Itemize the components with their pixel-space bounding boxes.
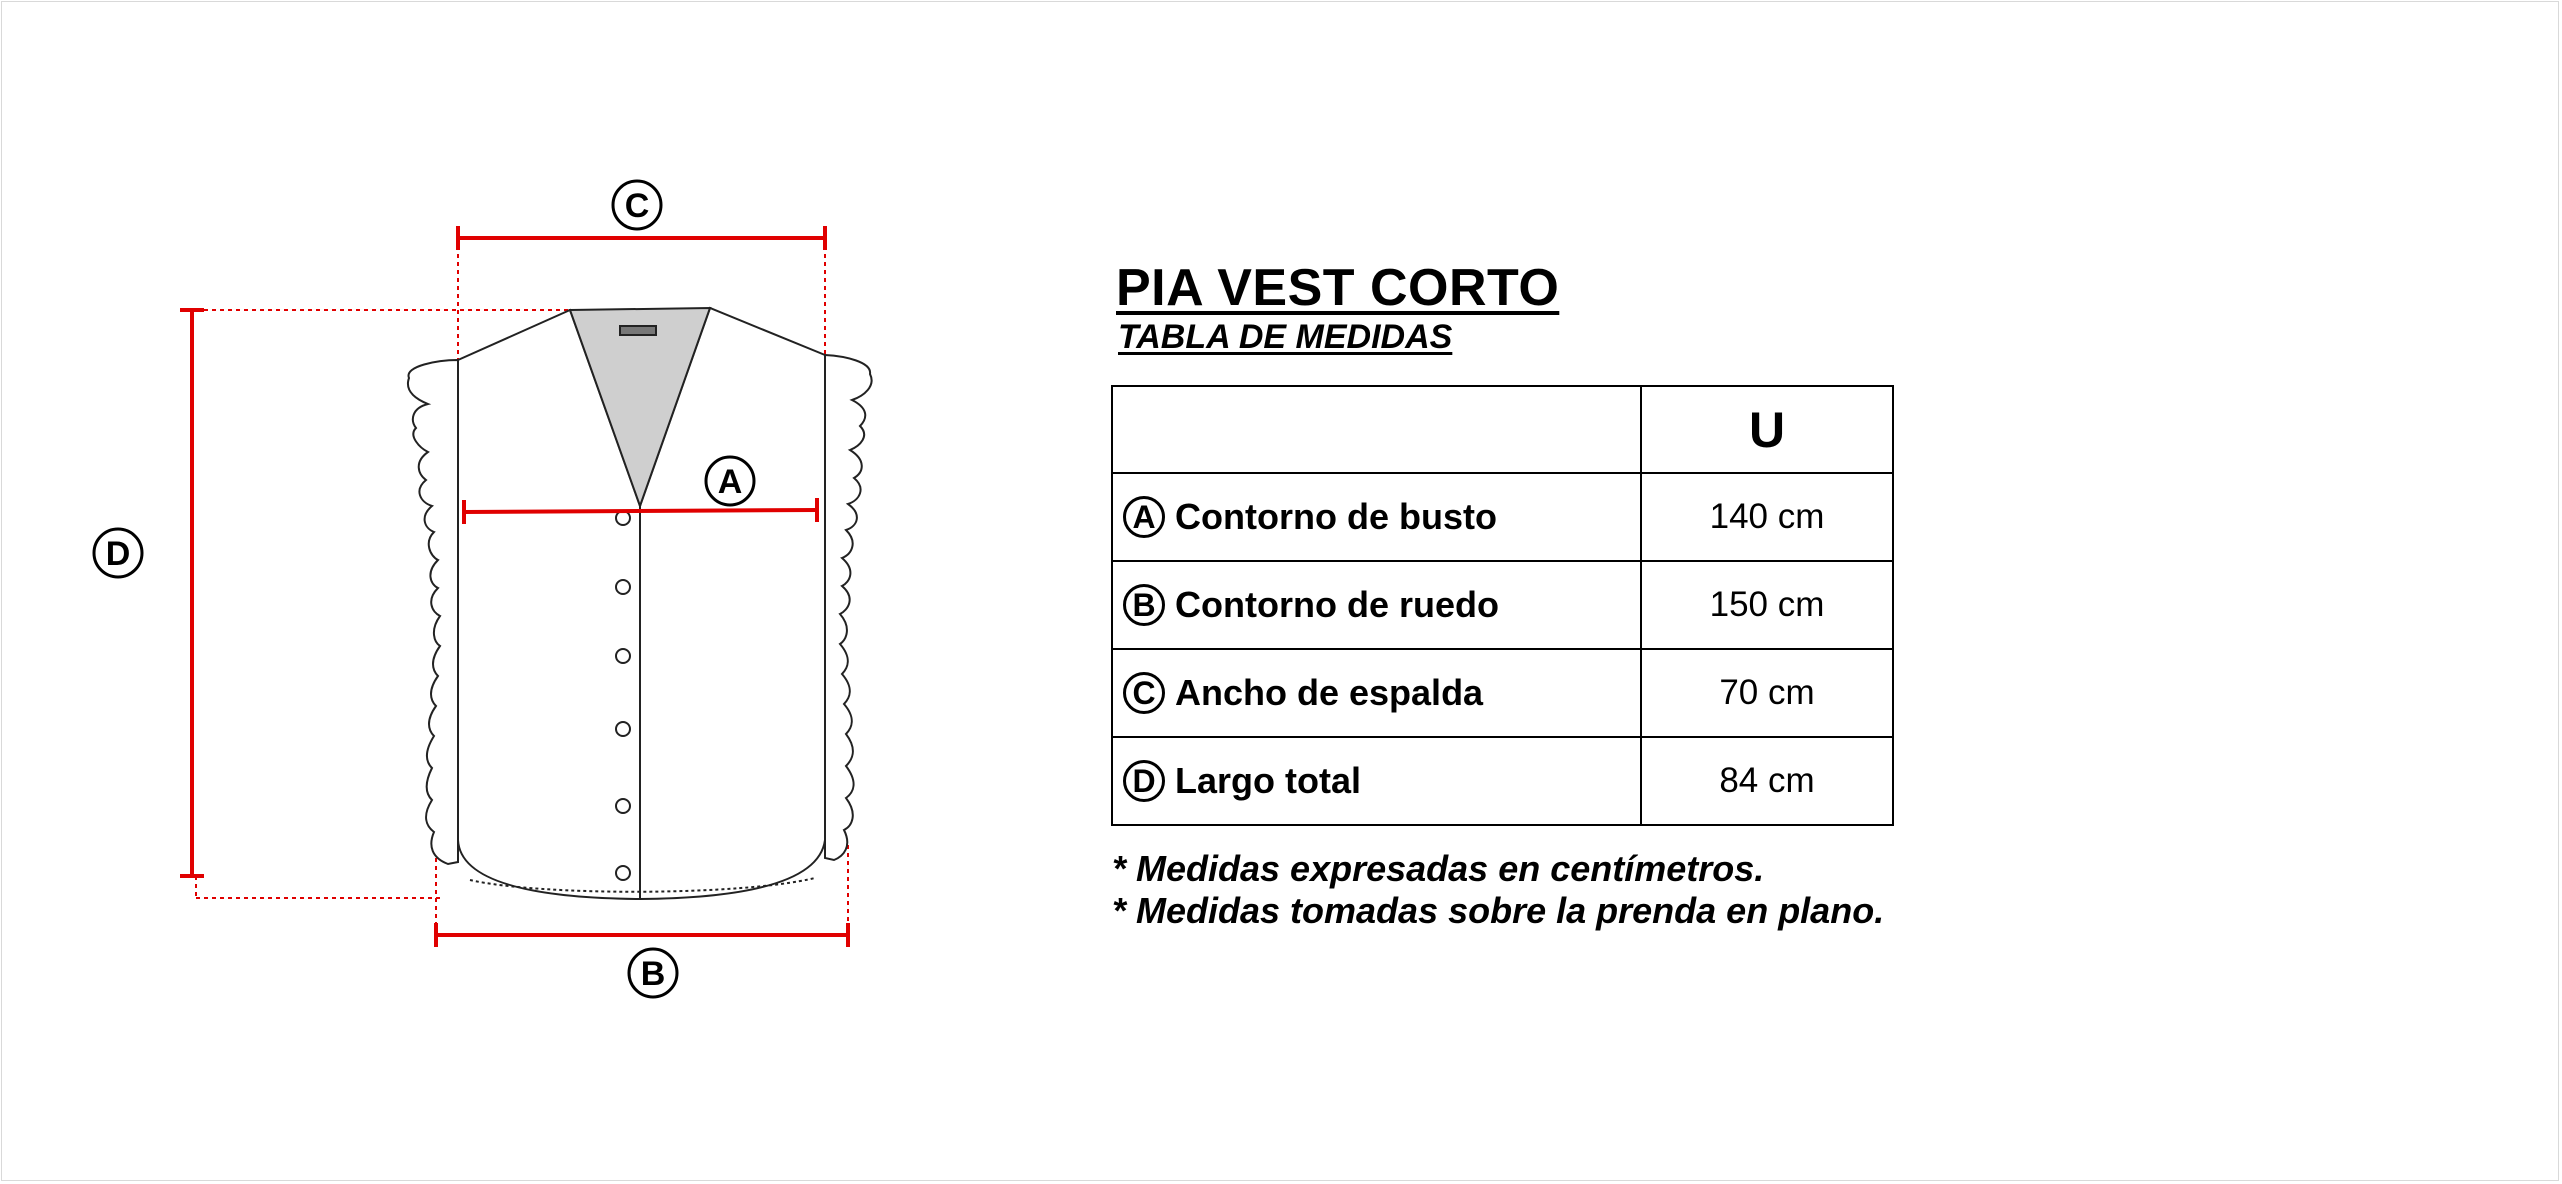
callout-d [94, 529, 142, 577]
header-empty-cell [1112, 386, 1641, 473]
label-cell [1112, 649, 1641, 737]
callout-c [613, 181, 661, 229]
measure-label: Largo total [1175, 760, 1361, 801]
letter-badge: D [1123, 760, 1165, 802]
label-cell [1112, 737, 1641, 825]
table-row [1112, 473, 1893, 561]
label-cell [1112, 473, 1641, 561]
measure-line-a [464, 510, 817, 512]
table-row [1112, 561, 1893, 649]
callout-b [629, 949, 677, 997]
measure-value: 84 cm [1641, 737, 1893, 825]
measure-value: 70 cm [1641, 649, 1893, 737]
letter-badge: C [1123, 672, 1165, 714]
label-tag-icon [620, 326, 656, 335]
button-icon [616, 649, 630, 663]
button-icon [616, 799, 630, 813]
button-icon [616, 580, 630, 594]
button-icon [616, 722, 630, 736]
button-icon [616, 866, 630, 880]
callout-c-letter: C [624, 187, 650, 225]
measurements-table [1111, 385, 1894, 826]
left-ruffle [408, 360, 458, 864]
notes [1112, 848, 1884, 932]
callout-d-letter: D [105, 535, 131, 573]
callout-b-letter: B [640, 955, 666, 993]
measure-value: 140 cm [1641, 473, 1893, 561]
callout-a [706, 457, 754, 505]
vest-diagram [0, 0, 1000, 1184]
note-line: * Medidas tomadas sobre la prenda en plano. [1112, 890, 1885, 931]
table-subtitle: TABLA DE MEDIDAS [1118, 318, 1453, 356]
right-ruffle [825, 355, 872, 860]
measure-label: Contorno de ruedo [1175, 584, 1499, 625]
unit-header: U [1641, 386, 1893, 473]
letter-badge: A [1123, 496, 1165, 538]
table-header-row [1112, 386, 1893, 473]
measure-label: Ancho de espalda [1175, 672, 1484, 713]
table-row [1112, 737, 1893, 825]
label-cell [1112, 561, 1641, 649]
callout-a-letter: A [717, 463, 743, 501]
measure-label: Contorno de busto [1175, 496, 1497, 537]
letter-badge: B [1123, 584, 1165, 626]
measure-value: 150 cm [1641, 561, 1893, 649]
note-line: * Medidas expresadas en centímetros. [1112, 848, 1765, 889]
product-title: PIA VEST CORTO [1116, 259, 1560, 317]
table-row [1112, 649, 1893, 737]
